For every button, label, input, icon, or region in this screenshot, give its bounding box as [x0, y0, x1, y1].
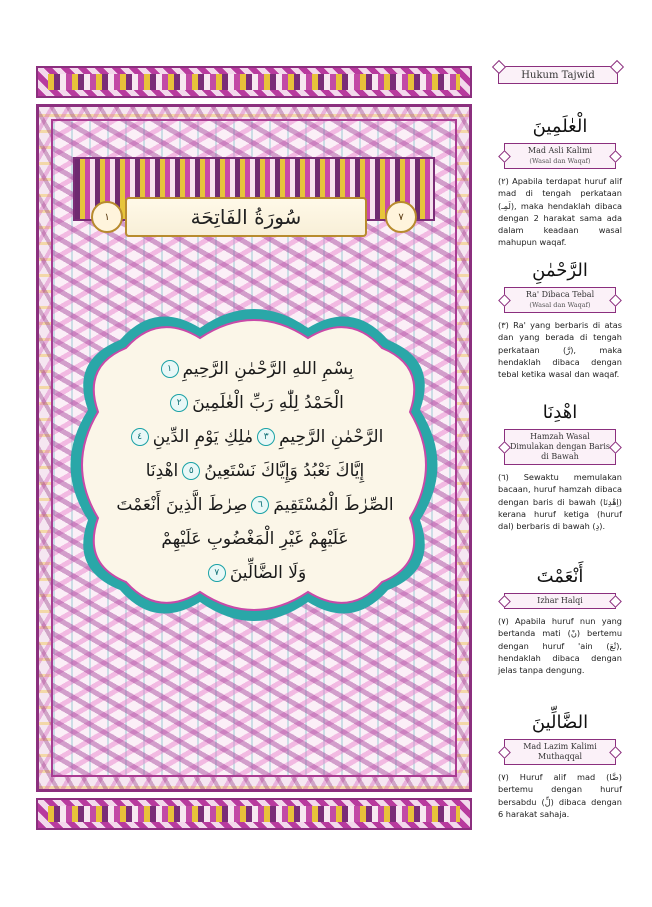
verse-number: ٧	[208, 564, 226, 582]
tajwid-rule-label: Mad Lazim Kalimi Muthaqqal	[504, 739, 616, 765]
tajwid-rule-label: Hamzah Wasal Dimulakan dengan Baris di Bawah	[504, 429, 616, 465]
tajwid-rule	[498, 402, 622, 532]
tajwid-word: أَنْعَمْتَ	[536, 566, 584, 587]
verse-number: ٥	[182, 462, 200, 480]
verse-line: بِسْمِ اللهِ الرَّحْمٰنِ الرَّحِيمِ ١	[100, 352, 410, 386]
verse-number: ٤	[131, 428, 149, 446]
verse-line: وَلَا الضَّالِّينَ ٧	[100, 556, 410, 590]
verse-list	[100, 352, 410, 590]
surah-medallion-right: ٧	[385, 201, 417, 233]
verse-line: إِيَّاكَ نَعْبُدُ وَإِيَّاكَ نَسْتَعِينُ ٥ اهْدِنَا	[145, 461, 365, 481]
top-ornament-band	[36, 66, 472, 98]
surah-title-box	[125, 197, 367, 237]
tajwid-rule-description: (٧) Huruf alif mad (ضَّا) bertemu dengan huruf bersabdu (لِّ) dibaca dengan 6 harakat sahaja.	[498, 772, 622, 819]
bottom-ornament-band	[36, 798, 472, 830]
verse-line: الْحَمْدُ لِلّٰهِ رَبِّ الْعٰلَمِينَ ٢	[100, 386, 410, 420]
surah-title: سُورَةُ الفَاتِحَة	[190, 205, 302, 229]
surah-medallion-left: ١	[91, 201, 123, 233]
tajwid-rule	[498, 116, 622, 249]
tajwid-rule-description: (٢) Apabila terdapat huruf alif mad di tengah perkataan (لَمِـ), maka hendaklah dibaca dengan 2 harakat sama ada dalam keadaan wasal mahupun waqaf.	[498, 176, 622, 248]
verse-number: ١	[161, 360, 179, 378]
tajwid-rule-label: Ra' Dibaca Tebal (Wasal dan Waqaf)	[504, 287, 616, 313]
tajwid-rule	[498, 566, 622, 676]
verse-number: ٢	[170, 394, 188, 412]
verse-line: الصِّرٰطَ الْمُسْتَقِيمَ ٦ صِرٰطَ الَّذِينَ أَنْعَمْتَ	[116, 495, 394, 515]
tajwid-word: الْعٰلَمِينَ	[532, 116, 588, 137]
verse-number: ٣	[257, 428, 275, 446]
tajwid-rule	[498, 712, 622, 820]
tajwid-rule-label: Mad Asli Kalimi (Wasal dan Waqaf)	[504, 143, 616, 169]
tajwid-word: الضَّالِّينَ	[531, 712, 589, 733]
tajwid-rule-description: (٧) Apabila huruf nun yang bertanda mati (نْ) bertemu dengan huruf 'ain (نْعَ), hendaklah dibaca dengan jelas tanpa dengung.	[498, 616, 623, 676]
verse-line: عَلَيْهِمْ غَيْرِ الْمَغْضُوبِ عَلَيْهِمْ	[161, 529, 349, 549]
verse-line: الرَّحْمٰنِ الرَّحِيمِ ٣ مٰلِكِ يَوْمِ الدِّينِ ٤	[100, 420, 410, 454]
tajwid-word: الرَّحْمٰنِ	[532, 260, 588, 281]
tajwid-rule	[498, 260, 622, 380]
verse-number: ٦	[251, 496, 269, 514]
tajwid-sidebar-title: Hukum Tajwid	[498, 66, 618, 84]
tajwid-rule-description: (٦) Sewaktu memulakan bacaan, huruf hamzah dibaca dengan baris di bawah (اِهْدِنَا) kerana huruf ketiga (huruf dal) berbaris di bawah (دِ).	[498, 472, 622, 532]
tajwid-word: اهْدِنَا	[542, 402, 578, 423]
tajwid-rule-description: (٣) Ra' yang berbaris di atas dan yang berada di tengah perkataan (رَّ), maka hendaklah dibaca dengan tebal ketika wasal dan waqaf.	[498, 320, 622, 380]
tajwid-rule-label: Izhar Halqi	[504, 593, 616, 609]
